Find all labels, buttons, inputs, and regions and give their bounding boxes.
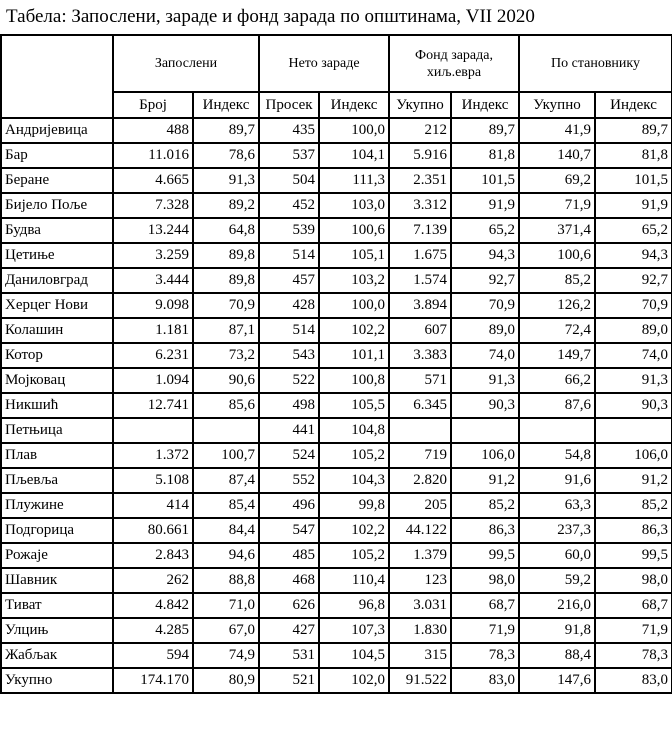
table-cell: 78,6 (193, 143, 259, 168)
municipality-name: Будва (1, 218, 113, 243)
table-cell: 514 (259, 243, 319, 268)
table-cell: 71,9 (451, 618, 519, 643)
subheader-count: Број (113, 92, 193, 118)
table-cell: 92,7 (595, 268, 672, 293)
table-row (1, 493, 672, 518)
table-cell: 89,7 (595, 118, 672, 143)
municipality-name: Даниловград (1, 268, 113, 293)
table-cell: 488 (113, 118, 193, 143)
table-row (1, 218, 672, 243)
table-cell: 2.820 (389, 468, 451, 493)
table-cell: 100,6 (319, 218, 389, 243)
municipality-name: Улцињ (1, 618, 113, 643)
table-cell: 111,3 (319, 168, 389, 193)
table-cell: 90,3 (451, 393, 519, 418)
table-cell: 70,9 (193, 293, 259, 318)
table-cell: 68,7 (595, 593, 672, 618)
table-cell: 106,0 (595, 443, 672, 468)
table-cell: 1.379 (389, 543, 451, 568)
table-cell: 89,2 (193, 193, 259, 218)
table-cell (389, 418, 451, 443)
table-cell: 90,6 (193, 368, 259, 393)
table-cell: 441 (259, 418, 319, 443)
table-cell: 414 (113, 493, 193, 518)
table-cell: 94,6 (193, 543, 259, 568)
municipality-name: Плужине (1, 493, 113, 518)
table-cell: 101,1 (319, 343, 389, 368)
table-cell: 74,0 (451, 343, 519, 368)
table-cell: 83,0 (451, 668, 519, 693)
table-cell: 149,7 (519, 343, 595, 368)
table-cell: 71,9 (595, 618, 672, 643)
table-cell: 89,8 (193, 268, 259, 293)
table-cell: 607 (389, 318, 451, 343)
table-cell: 66,2 (519, 368, 595, 393)
table-row (1, 143, 672, 168)
table-body (1, 118, 672, 693)
municipality-name: Шавник (1, 568, 113, 593)
table-row (1, 443, 672, 468)
subheader-index: Индекс (595, 92, 672, 118)
table-cell: 87,6 (519, 393, 595, 418)
table-title: Табела: Запослени, зараде и фонд зарада по општинама, VII 2020 (6, 6, 535, 27)
table-cell: 485 (259, 543, 319, 568)
table-cell: 205 (389, 493, 451, 518)
table-cell: 91,2 (595, 468, 672, 493)
table-cell: 54,8 (519, 443, 595, 468)
table-cell: 71,9 (519, 193, 595, 218)
table-cell: 594 (113, 643, 193, 668)
table-cell: 84,4 (193, 518, 259, 543)
table-cell: 63,3 (519, 493, 595, 518)
table-cell: 371,4 (519, 218, 595, 243)
table-cell: 80.661 (113, 518, 193, 543)
table-row (1, 243, 672, 268)
subheader-average: Просек (259, 92, 319, 118)
municipality-name: Подгорица (1, 518, 113, 543)
group-per-capita: По становнику (519, 35, 672, 92)
table-cell: 89,7 (451, 118, 519, 143)
table-cell: 99,5 (595, 543, 672, 568)
table-row (1, 393, 672, 418)
table-cell: 90,3 (595, 393, 672, 418)
table-cell: 80,9 (193, 668, 259, 693)
table-cell: 216,0 (519, 593, 595, 618)
table-cell: 9.098 (113, 293, 193, 318)
table-cell: 89,0 (451, 318, 519, 343)
table-cell: 140,7 (519, 143, 595, 168)
table-row (1, 543, 672, 568)
table-cell (113, 418, 193, 443)
table-cell: 106,0 (451, 443, 519, 468)
table-cell: 626 (259, 593, 319, 618)
table-cell: 89,8 (193, 243, 259, 268)
group-fund: Фонд зарада, хиљ.евра (389, 35, 519, 92)
municipality-name: Жабљак (1, 643, 113, 668)
table-cell: 457 (259, 268, 319, 293)
municipality-name: Цетиње (1, 243, 113, 268)
table-cell: 41,9 (519, 118, 595, 143)
table-cell: 3.444 (113, 268, 193, 293)
municipality-name: Котор (1, 343, 113, 368)
table-cell: 64,8 (193, 218, 259, 243)
table-cell: 5.108 (113, 468, 193, 493)
table-cell: 1.094 (113, 368, 193, 393)
table-cell: 67,0 (193, 618, 259, 643)
table-cell: 85,2 (451, 493, 519, 518)
table-cell: 91,3 (595, 368, 672, 393)
municipality-name: Тиват (1, 593, 113, 618)
table-cell: 74,0 (595, 343, 672, 368)
table-cell: 3.383 (389, 343, 451, 368)
municipality-name: Пљевља (1, 468, 113, 493)
table-cell: 5.916 (389, 143, 451, 168)
table-cell: 101,5 (595, 168, 672, 193)
table-cell: 1.574 (389, 268, 451, 293)
table-cell: 102,0 (319, 668, 389, 693)
table-cell: 98,0 (451, 568, 519, 593)
table-cell: 537 (259, 143, 319, 168)
table-cell: 1.372 (113, 443, 193, 468)
table-cell: 6.345 (389, 393, 451, 418)
table-cell: 514 (259, 318, 319, 343)
table-cell: 543 (259, 343, 319, 368)
table-row (1, 193, 672, 218)
table-cell: 87,4 (193, 468, 259, 493)
table-cell: 100,7 (193, 443, 259, 468)
table-cell: 105,1 (319, 243, 389, 268)
table-cell: 65,2 (451, 218, 519, 243)
table-cell: 99,5 (451, 543, 519, 568)
table-cell: 85,6 (193, 393, 259, 418)
table-cell: 72,4 (519, 318, 595, 343)
table-cell: 2.351 (389, 168, 451, 193)
table-cell: 59,2 (519, 568, 595, 593)
table-cell: 85,2 (519, 268, 595, 293)
table-cell: 102,2 (319, 518, 389, 543)
table-cell: 504 (259, 168, 319, 193)
table-cell: 100,0 (319, 293, 389, 318)
table-cell: 1.830 (389, 618, 451, 643)
table-cell: 94,3 (451, 243, 519, 268)
table-cell: 105,5 (319, 393, 389, 418)
table-cell: 3.312 (389, 193, 451, 218)
table-cell: 68,7 (451, 593, 519, 618)
table-cell: 11.016 (113, 143, 193, 168)
table-cell: 88,8 (193, 568, 259, 593)
table-cell: 212 (389, 118, 451, 143)
table-cell: 521 (259, 668, 319, 693)
table-cell: 91,8 (519, 618, 595, 643)
table-cell: 719 (389, 443, 451, 468)
table-row (1, 293, 672, 318)
table-cell: 91,2 (451, 468, 519, 493)
table-cell: 91,9 (451, 193, 519, 218)
table-cell (193, 418, 259, 443)
table-cell: 12.741 (113, 393, 193, 418)
municipality-name: Беране (1, 168, 113, 193)
table-cell: 88,4 (519, 643, 595, 668)
table-cell: 315 (389, 643, 451, 668)
table-cell: 89,0 (595, 318, 672, 343)
table-cell: 496 (259, 493, 319, 518)
group-wages: Нето зараде (259, 35, 389, 92)
table-cell: 4.842 (113, 593, 193, 618)
table-cell: 91,3 (451, 368, 519, 393)
table-cell: 102,2 (319, 318, 389, 343)
table-cell: 78,3 (595, 643, 672, 668)
table-cell: 7.139 (389, 218, 451, 243)
municipality-name: Петњица (1, 418, 113, 443)
table-cell: 552 (259, 468, 319, 493)
municipality-name: Плав (1, 443, 113, 468)
table-cell: 103,2 (319, 268, 389, 293)
table-row (1, 593, 672, 618)
table-cell: 100,8 (319, 368, 389, 393)
table-cell: 65,2 (595, 218, 672, 243)
table-cell: 126,2 (519, 293, 595, 318)
subheader-total: Укупно (519, 92, 595, 118)
corner-cell-lower (1, 92, 113, 118)
table-row (1, 668, 672, 693)
table-cell: 104,5 (319, 643, 389, 668)
table-cell: 104,3 (319, 468, 389, 493)
table-cell: 498 (259, 393, 319, 418)
table-cell: 123 (389, 568, 451, 593)
table-cell: 70,9 (451, 293, 519, 318)
table-cell: 99,8 (319, 493, 389, 518)
table-cell: 428 (259, 293, 319, 318)
table-cell: 3.259 (113, 243, 193, 268)
table-cell: 539 (259, 218, 319, 243)
table-cell: 110,4 (319, 568, 389, 593)
table-cell: 452 (259, 193, 319, 218)
table-cell: 571 (389, 368, 451, 393)
table-cell: 85,4 (193, 493, 259, 518)
table-cell: 4.285 (113, 618, 193, 643)
table-cell: 100,6 (519, 243, 595, 268)
table-cell: 237,3 (519, 518, 595, 543)
table-cell: 13.244 (113, 218, 193, 243)
municipality-name: Андријевица (1, 118, 113, 143)
table-cell: 103,0 (319, 193, 389, 218)
table-row (1, 418, 672, 443)
municipality-name: Колашин (1, 318, 113, 343)
table-cell: 86,3 (595, 518, 672, 543)
table-cell: 73,2 (193, 343, 259, 368)
table-cell: 71,0 (193, 593, 259, 618)
table-cell: 105,2 (319, 543, 389, 568)
table-cell: 107,3 (319, 618, 389, 643)
table-cell: 91.522 (389, 668, 451, 693)
table-cell: 468 (259, 568, 319, 593)
table-cell (595, 418, 672, 443)
table-row (1, 318, 672, 343)
table-cell: 98,0 (595, 568, 672, 593)
table-cell: 60,0 (519, 543, 595, 568)
table-cell: 44.122 (389, 518, 451, 543)
table-row (1, 118, 672, 143)
table-cell: 81,8 (451, 143, 519, 168)
table-cell: 2.843 (113, 543, 193, 568)
table-cell: 4.665 (113, 168, 193, 193)
table-cell: 262 (113, 568, 193, 593)
table-cell: 101,5 (451, 168, 519, 193)
table-cell: 91,3 (193, 168, 259, 193)
table-cell: 81,8 (595, 143, 672, 168)
table-cell: 91,6 (519, 468, 595, 493)
table-row (1, 168, 672, 193)
municipality-table (0, 34, 672, 694)
municipality-name: Никшић (1, 393, 113, 418)
table-cell: 427 (259, 618, 319, 643)
table-cell (519, 418, 595, 443)
table-cell: 1.181 (113, 318, 193, 343)
table-cell: 435 (259, 118, 319, 143)
table-cell: 104,1 (319, 143, 389, 168)
municipality-name: Рожаје (1, 543, 113, 568)
table-row (1, 618, 672, 643)
table-row (1, 518, 672, 543)
table-cell: 104,8 (319, 418, 389, 443)
table-cell: 78,3 (451, 643, 519, 668)
municipality-name: Мојковац (1, 368, 113, 393)
subheader-index: Индекс (451, 92, 519, 118)
subheader-index: Индекс (319, 92, 389, 118)
table-cell: 105,2 (319, 443, 389, 468)
table-cell: 69,2 (519, 168, 595, 193)
table-cell: 3.031 (389, 593, 451, 618)
group-employed: Запослени (113, 35, 259, 92)
table-cell: 86,3 (451, 518, 519, 543)
municipality-name: Херцег Нови (1, 293, 113, 318)
table-cell: 524 (259, 443, 319, 468)
municipality-name: Укупно (1, 668, 113, 693)
table-cell: 87,1 (193, 318, 259, 343)
table-cell: 70,9 (595, 293, 672, 318)
table-cell: 100,0 (319, 118, 389, 143)
table-cell: 3.894 (389, 293, 451, 318)
table-cell: 147,6 (519, 668, 595, 693)
table-row (1, 468, 672, 493)
table-cell: 6.231 (113, 343, 193, 368)
table-row (1, 568, 672, 593)
table-cell: 96,8 (319, 593, 389, 618)
table-cell: 92,7 (451, 268, 519, 293)
table-row (1, 268, 672, 293)
table-row (1, 343, 672, 368)
table-cell: 1.675 (389, 243, 451, 268)
table-cell: 174.170 (113, 668, 193, 693)
table-row (1, 368, 672, 393)
table-cell: 83,0 (595, 668, 672, 693)
table-cell: 89,7 (193, 118, 259, 143)
subheader-total: Укупно (389, 92, 451, 118)
table-row (1, 643, 672, 668)
table-cell: 91,9 (595, 193, 672, 218)
table-cell: 547 (259, 518, 319, 543)
municipality-name: Бијело Поље (1, 193, 113, 218)
subheader-index: Индекс (193, 92, 259, 118)
table-cell (451, 418, 519, 443)
table-cell: 94,3 (595, 243, 672, 268)
table-cell: 85,2 (595, 493, 672, 518)
table-cell: 74,9 (193, 643, 259, 668)
corner-cell (1, 35, 113, 92)
table-cell: 531 (259, 643, 319, 668)
table-cell: 7.328 (113, 193, 193, 218)
municipality-name: Бар (1, 143, 113, 168)
table-cell: 522 (259, 368, 319, 393)
